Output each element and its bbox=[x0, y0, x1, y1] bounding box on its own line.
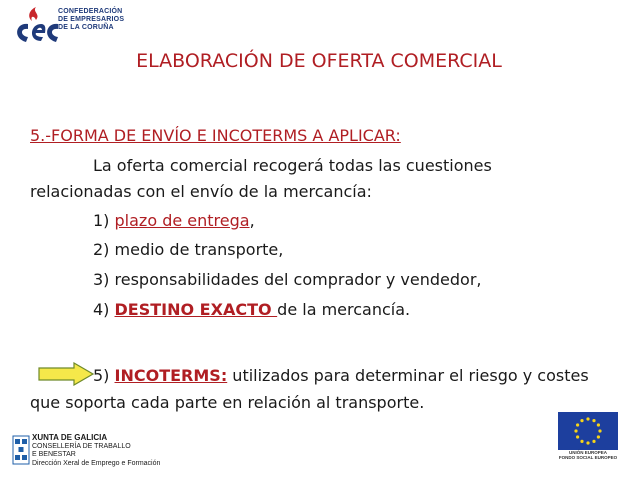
arrow-right-icon bbox=[38, 362, 94, 386]
item-text: utilizados para determinar el riesgo y costes bbox=[227, 366, 589, 385]
xunta-title: XUNTA DE GALICIA bbox=[32, 433, 108, 442]
logo-line: CONFEDERACIÓN bbox=[58, 8, 123, 15]
eu-logo-text bbox=[552, 450, 624, 460]
item-text: de la mercancía. bbox=[277, 300, 411, 319]
eu-line: FONDO SOCIAL EUROPEO bbox=[558, 455, 618, 460]
slide-title: ELABORACIÓN DE OFERTA COMERCIAL bbox=[136, 50, 502, 72]
list-item-1 bbox=[93, 211, 255, 230]
xunta-crest-icon bbox=[12, 435, 30, 465]
xunta-line: CONSELLERÍA DE TRABALLO bbox=[32, 442, 131, 450]
logo-line: DE EMPRESARIOS bbox=[58, 16, 125, 23]
eu-flag-icon bbox=[558, 412, 618, 450]
flame-icon bbox=[29, 7, 37, 21]
item-strong: DESTINO EXACTO bbox=[114, 300, 278, 319]
list-item-5 bbox=[93, 366, 589, 385]
list-item-5-continuation: que soporta cada parte en relación al transporte. bbox=[30, 393, 425, 412]
item-text: plazo de entrega bbox=[114, 211, 250, 230]
list-item-2: 2) medio de transporte, bbox=[93, 240, 284, 259]
list-item-3: 3) responsabilidades del comprador y vendedor, bbox=[93, 270, 482, 289]
section-heading: 5.-FORMA DE ENVÍO E INCOTERMS A APLICAR: bbox=[30, 126, 401, 145]
logo-line: DE LA CORUÑA bbox=[58, 24, 114, 31]
item-strong: INCOTERMS: bbox=[114, 366, 228, 385]
cec-initials bbox=[17, 24, 58, 42]
intro-line: relacionadas con el envío de la mercancía: bbox=[30, 182, 372, 201]
xunta-logo-text bbox=[32, 434, 160, 468]
item-number: 4) bbox=[93, 300, 110, 319]
eu-line: UNIÓN EUROPEA bbox=[568, 450, 607, 455]
list-item-4 bbox=[93, 300, 410, 319]
xunta-line: E BENESTAR bbox=[32, 451, 76, 458]
item-punct: , bbox=[249, 211, 255, 230]
item-number: 1) bbox=[93, 211, 110, 230]
xunta-line: Dirección Xeral de Emprego e Formación bbox=[32, 459, 161, 467]
intro-line: La oferta comercial recogerá todas las cuestiones bbox=[93, 156, 492, 175]
item-number: 5) bbox=[93, 366, 110, 385]
cec-logo-text bbox=[58, 8, 168, 32]
